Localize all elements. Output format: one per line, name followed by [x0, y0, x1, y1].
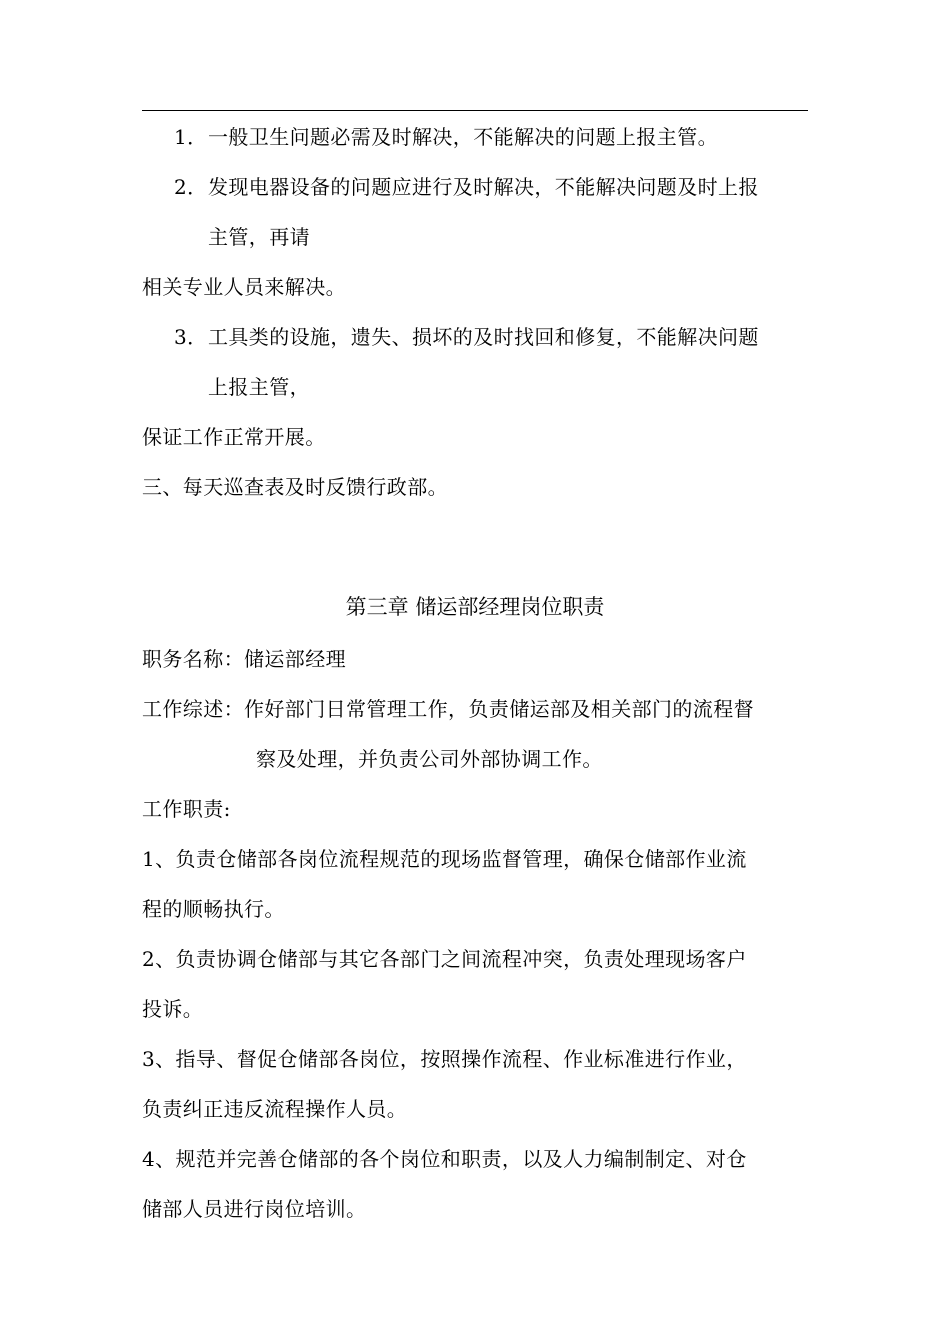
section-three: 三、每天巡查表及时反馈行政部。	[142, 475, 448, 499]
header-rule	[142, 110, 808, 111]
summary-continuation: 察及处理，并负责公司外部协调工作。	[256, 747, 603, 771]
job-name: 职务名称：储运部经理	[142, 647, 346, 671]
list-text: 一般卫生问题必需及时解决，不能解决的问题上报主管。	[208, 125, 718, 149]
duty-2: 2、负责协调仓储部与其它各部门之间流程冲突，负责处理现场客户	[142, 947, 747, 971]
summary-text: 作好部门日常管理工作，负责储运部及相关部门的流程督	[244, 697, 754, 721]
duty-2-continuation: 投诉。	[142, 997, 204, 1021]
list-number: 3．	[174, 325, 208, 349]
job-summary	[142, 696, 754, 722]
list-item-2-continuation: 主管，再请	[208, 225, 310, 249]
list-item-2-tail: 相关专业人员来解决。	[142, 275, 346, 299]
list-number: 1．	[174, 125, 208, 149]
list-text: 发现电器设备的问题应进行及时解决，不能解决问题及时上报	[208, 175, 759, 199]
list-number: 2．	[174, 175, 208, 199]
duty-4-continuation: 储部人员进行岗位培训。	[142, 1197, 367, 1221]
list-item-3	[174, 324, 759, 350]
duty-1-continuation: 程的顺畅执行。	[142, 897, 285, 921]
duty-4: 4、规范并完善仓储部的各个岗位和职责，以及人力编制制定、对仓	[142, 1147, 747, 1171]
duty-1: 1、负责仓储部各岗位流程规范的现场监督管理，确保仓储部作业流	[142, 847, 747, 871]
summary-label: 工作综述：	[142, 697, 244, 721]
list-item-3-tail: 保证工作正常开展。	[142, 425, 326, 449]
list-item-1	[174, 124, 718, 150]
list-item-3-continuation: 上报主管，	[208, 375, 310, 399]
list-item-2	[174, 174, 759, 200]
duty-3: 3、指导、督促仓储部各岗位，按照操作流程、作业标准进行作业，	[142, 1047, 747, 1071]
duties-label: 工作职责:	[142, 797, 231, 821]
duty-3-continuation: 负责纠正违反流程操作人员。	[142, 1097, 408, 1121]
list-text: 工具类的设施，遗失、损坏的及时找回和修复，不能解决问题	[208, 325, 759, 349]
chapter-title: 第三章 储运部经理岗位职责	[345, 595, 605, 619]
